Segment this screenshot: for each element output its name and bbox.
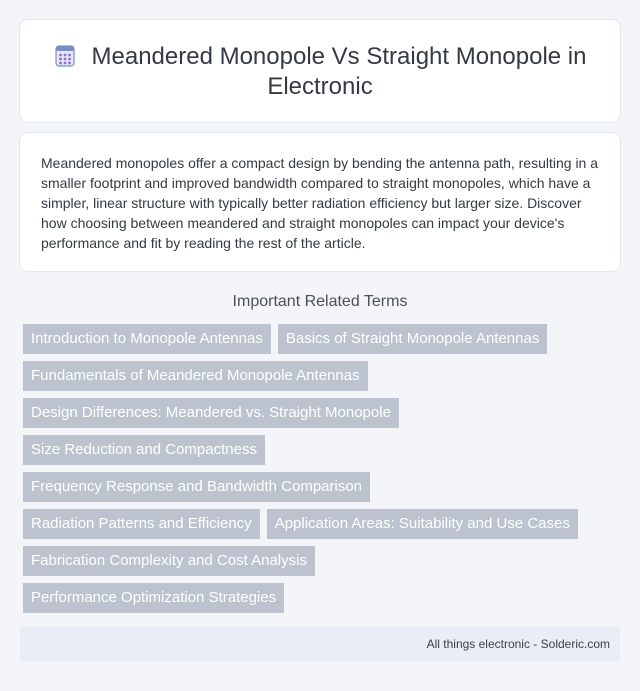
term-row xyxy=(23,509,623,539)
related-terms-list xyxy=(23,324,623,620)
term-chip[interactable]: Application Areas: Suitability and Use Cases xyxy=(267,509,578,539)
term-chip[interactable]: Fabrication Complexity and Cost Analysis xyxy=(23,546,315,576)
intro-paragraph: Meandered monopoles offer a compact design by bending the antenna path, resulting in a smaller footprint and improved bandwidth compared to straight monopoles, which have a simpler, linear structure with typically better radiation efficiency but larger size. Discover how choosing between meandered and straight monopoles can impact your device's performance and fit by reading the rest of the article. xyxy=(41,155,599,251)
term-row xyxy=(23,472,623,502)
page-title-text: Meandered Monopole Vs Straight Monopole in Electronic xyxy=(91,43,587,100)
term-chip[interactable]: Performance Optimization Strategies xyxy=(23,583,284,613)
term-chip[interactable]: Radiation Patterns and Efficiency xyxy=(23,509,260,539)
page-title xyxy=(50,42,590,102)
intro-card xyxy=(20,133,620,271)
term-row xyxy=(23,546,623,576)
term-chip[interactable]: Fundamentals of Meandered Monopole Antennas xyxy=(23,361,368,391)
term-row xyxy=(23,324,623,354)
term-row xyxy=(23,435,623,465)
calculator-icon xyxy=(54,45,76,67)
term-chip[interactable]: Basics of Straight Monopole Antennas xyxy=(278,324,548,354)
term-chip[interactable]: Introduction to Monopole Antennas xyxy=(23,324,271,354)
term-chip[interactable]: Size Reduction and Compactness xyxy=(23,435,265,465)
footer xyxy=(20,627,620,661)
term-chip[interactable]: Design Differences: Meandered vs. Straight Monopole xyxy=(23,398,399,428)
term-row xyxy=(23,398,623,428)
header-card xyxy=(20,20,620,122)
related-terms-heading: Important Related Terms xyxy=(232,293,408,310)
footer-text[interactable]: All things electronic - Solderic.com xyxy=(426,637,610,651)
term-chip[interactable]: Frequency Response and Bandwidth Comparison xyxy=(23,472,370,502)
term-row xyxy=(23,583,623,613)
term-row xyxy=(23,361,623,391)
